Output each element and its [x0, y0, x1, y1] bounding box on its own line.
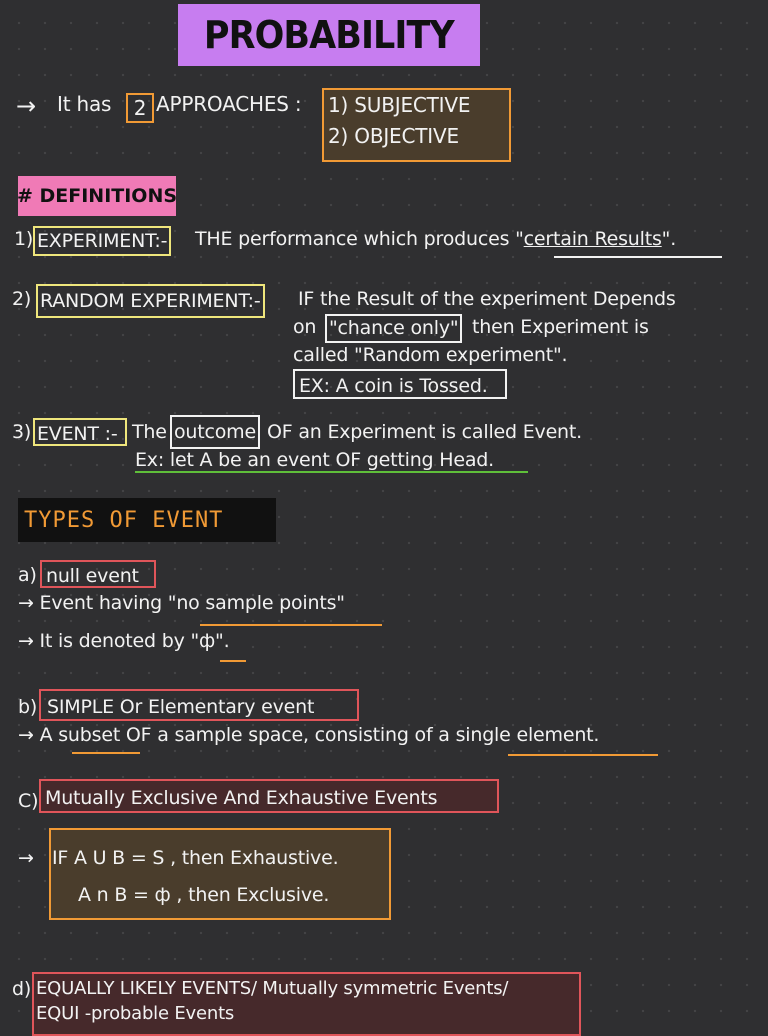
approaches-label: APPROACHES :	[156, 92, 302, 116]
type-b-single: single element.	[455, 724, 600, 746]
type-a-phi-underline	[220, 660, 246, 662]
type-d-line1: EQUALLY LIKELY EVENTS/ Mutually symmetric Events/	[36, 978, 509, 999]
def1-text	[195, 228, 676, 250]
def2-number: 2)	[12, 288, 32, 310]
type-d-label: d)	[12, 978, 32, 1000]
type-a-line2: → It is denoted by "ф".	[18, 630, 230, 652]
def2-line2-suffix: then Experiment is	[472, 316, 649, 338]
approach-subjective: 1) SUBJECTIVE	[328, 93, 471, 117]
type-c-arrow: →	[18, 847, 34, 869]
type-a-line1: → Event having "no sample points"	[18, 592, 345, 614]
page-title-box	[178, 4, 480, 66]
def2-chance-only: "chance only"	[325, 314, 462, 343]
approaches-arrow: →	[16, 92, 36, 120]
type-b-title: SIMPLE Or Elementary event	[39, 689, 359, 721]
def3-example-underline	[135, 471, 528, 473]
def1-double-underline	[554, 256, 722, 258]
def3-example: Ex: let A be an event OF getting Head.	[135, 449, 494, 471]
def1-highlight: certain Results	[523, 228, 662, 250]
def2-line2-prefix: on	[293, 316, 317, 338]
def3-term: EVENT :-	[33, 418, 127, 446]
type-d-line2: EQUI -probable Events	[36, 1003, 235, 1024]
type-c-label: C)	[18, 790, 39, 812]
def3-outcome: outcome	[170, 415, 260, 449]
def1-term: EXPERIMENT:-	[33, 226, 171, 256]
definitions-header: # DEFINITIONS	[16, 185, 178, 207]
type-a-label: a)	[18, 564, 37, 586]
type-a-underline	[200, 624, 382, 626]
type-b-arrow: →	[18, 724, 34, 746]
type-a-title: null event	[40, 560, 156, 588]
type-b-line1	[18, 724, 599, 746]
type-b-subset: subset	[58, 724, 121, 746]
def2-term: RANDOM EXPERIMENT:-	[36, 284, 265, 318]
def1-text-main: THE performance which produces "	[195, 228, 524, 250]
type-c-title: Mutually Exclusive And Exhaustive Events	[39, 779, 499, 813]
def2-line3: called "Random experiment".	[293, 344, 568, 366]
def3-number: 3)	[12, 421, 32, 443]
def1-end: ".	[661, 228, 677, 250]
type-c-line2: A n B = ф , then Exclusive.	[78, 884, 330, 906]
def2-line1: IF the Result of the experiment Depends	[298, 288, 676, 310]
type-b-single-underline	[508, 754, 658, 756]
definitions-header-box	[18, 176, 176, 216]
types-header: TYPES OF EVENT	[24, 507, 224, 533]
type-b-mid: OF a sample space, consisting of a	[125, 724, 450, 746]
approaches-count: 2	[126, 93, 154, 123]
type-b-subset-underline	[72, 752, 140, 754]
def3-suffix: OF an Experiment is called Event.	[267, 421, 582, 443]
def1-number: 1)	[14, 228, 34, 250]
type-c-line1: IF A U B = S , then Exhaustive.	[52, 847, 339, 869]
def3-prefix: The	[132, 421, 167, 443]
def2-example: EX: A coin is Tossed.	[293, 369, 507, 399]
types-header-box	[18, 498, 276, 542]
type-c-formula-box	[49, 828, 391, 920]
page-title: PROBABILITY	[204, 13, 454, 57]
approaches-prefix: It has	[57, 92, 112, 116]
type-b-a: A	[39, 724, 53, 746]
type-b-label: b)	[18, 696, 38, 718]
approach-objective: 2) OBJECTIVE	[328, 124, 459, 148]
